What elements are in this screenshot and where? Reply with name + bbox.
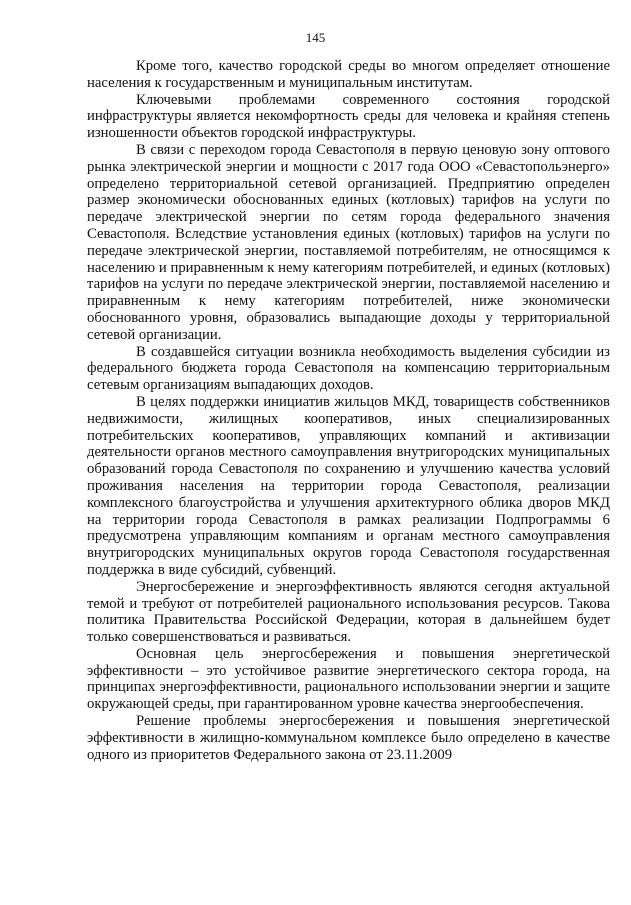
- paragraph-energy-saving: Энергосбережение и энергоэффективность являются сегодня актуальной темой и требуют от потребителей рационального использования ресурсов. Такова политика Правительства Российской Федерации, которая в дальнейшем будет только совершенствоваться и развиваться.: [87, 578, 610, 646]
- paragraph-subsidy-need: В создавшейся ситуации возникла необходимость выделения субсидии из федерального бюджета города Севастополя на компенсацию территориальным сетевым организациям выпадающих доходов.: [87, 343, 610, 394]
- paragraph-urban-environment: Кроме того, качество городской среды во многом определяет отношение населения к государственным и муниципальным институтам.: [87, 58, 610, 91]
- paragraph-federal-law: Решение проблемы энергосбережения и повышения энергетической эффективности в жилищно-коммунальном комплексе было определено в качестве одного из приоритетов Федерального закона от 23.11.2009: [87, 713, 610, 763]
- page-number: 145: [305, 30, 326, 45]
- paragraph-mkd-support: В целях поддержки инициатив жильцов МКД, товариществ собственников недвижимости, жилищных кооперативов, иных специализированных потребительских кооперативов, управляющих компаний и активизации деятельности органов местного самоуправления внутригородских муниципальных образований города Севастополя по сохранению и улучшению качества условий проживания населения на территории города Севастополя, реализации комплексного благоустройства и улучшения архитектурного облика дворов МКД на территории города Севастополя в рамках реализации Подпрограммы 6 предусмотрена управляющим компаниям и органам местного самоуправления внутригородских муниципальных округов города Севастополя государственная поддержка в виде субсидий, субвенций.: [87, 393, 610, 578]
- paragraph-tariffs: В связи с переходом города Севастополя в первую ценовую зону оптового рынка электрической энергии и мощности с 2017 года ООО «Севастопольэнерго» определено территориальной сетевой организацией. Предприятию определен размер экономически обоснованных единых (котловых) тарифов на услуги по передаче электрической энергии по сетям города федерального значения Севастополя. Вследствие установления единых (котловых) тарифов на услуги по передаче электрической энергии, поставляемой потребителям, не относящимся к населению и приравненным к нему категориям потребителей, и единых (котловых) тарифов на услуги по передаче электрической энергии, поставляемой населению и приравненным к нему категориям потребителей, ниже экономически обоснованного уровня, образовались выпадающие доходы у территориальной сетевой организации.: [87, 141, 610, 343]
- paragraph-main-goal: Основная цель энергосбережения и повышения энергетической эффективности – это устойчивое развитие энергетического сектора города, на принципах энергоэффективности, рационального использовании энергии и защите окружающей среды, при гарантированном уровне качества энергообеспечения.: [87, 645, 610, 713]
- document-body: [87, 58, 610, 763]
- paragraph-infrastructure-problems: Ключевыми проблемами современного состояния городской инфраструктуры является некомфортность среды для человека и крайняя степень изношенности объектов городской инфраструктуры.: [87, 91, 610, 142]
